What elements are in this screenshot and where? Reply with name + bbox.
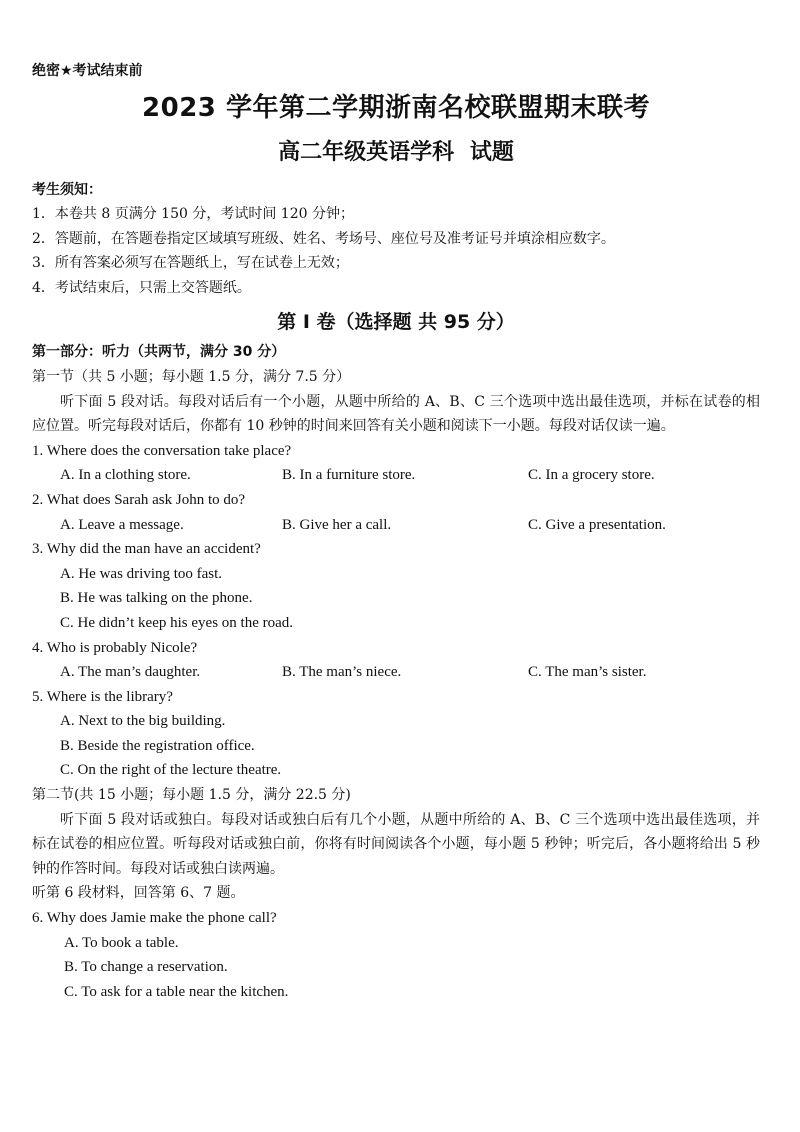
question-5-stem: 5. Where is the library? — [32, 688, 173, 705]
section1-title: 第一节（共 5 小题；每小题 1.5 分，满分 7.5 分） — [32, 368, 351, 385]
question-1-option-b: B. In a furniture store. — [282, 467, 416, 484]
question-3-stem: 3. Why did the man have an accident? — [32, 541, 261, 558]
question-1-option-c: C. In a grocery store. — [528, 467, 655, 484]
exam-main-title: 2023 学年第二学期浙南名校联盟期末联考 — [142, 93, 650, 123]
question-1-options — [32, 463, 760, 488]
question-2-options — [32, 513, 760, 538]
notice-item-2: 2．答题前，在答题卷指定区域填写班级、姓名、考场号、座位号及准考证号并填涂相应数字。 — [32, 230, 615, 247]
section1-instructions: 听下面 5 段对话。每段对话后有一个小题，从题中所给的 A、B、C 三个选项中选出最佳选项，并标在试卷的相应位置。听完每段对话后，你都有 10 秒钟的时间来回答有关小题和阅读下一小题。每段对话仅读一遍。 — [32, 393, 760, 435]
volume-title: 第 I 卷（选择题 共 95 分） — [277, 311, 515, 334]
question-1-option-a: A. In a clothing store. — [60, 467, 191, 484]
material-6-note: 听第 6 段材料，回答第 6、7 题。 — [32, 885, 245, 902]
question-6-stem: 6. Why does Jamie make the phone call? — [32, 910, 277, 927]
exam-subject-title: 高二年级英语学科 试题 — [278, 140, 514, 165]
question-4-option-b: B. The man’s niece. — [282, 664, 402, 681]
question-5-option-c: C. On the right of the lecture theatre. — [60, 762, 282, 779]
question-2-option-b: B. Give her a call. — [282, 516, 392, 533]
question-6-option-c: C. To ask for a table near the kitchen. — [64, 983, 289, 1000]
question-4-stem: 4. Who is probably Nicole? — [32, 639, 198, 656]
confidential-label: 绝密★考试结束前 — [32, 63, 143, 79]
question-2-option-c: C. Give a presentation. — [528, 516, 666, 533]
question-5-option-b: B. Beside the registration office. — [60, 737, 255, 754]
notice-item-1: 1．本卷共 8 页满分 150 分，考试时间 120 分钟； — [32, 206, 354, 222]
part1-title: 第一部分：听力（共两节，满分 30 分） — [32, 344, 286, 361]
question-4-option-c: C. The man’s sister. — [528, 664, 647, 681]
section2-title: 第二节(共 15 小题；每小题 1.5 分，满分 22.5 分) — [32, 787, 351, 804]
question-2-option-a: A. Leave a message. — [60, 516, 184, 533]
question-3-option-c: C. He didn’t keep his eyes on the road. — [60, 614, 294, 631]
question-6-option-b: B. To change a reservation. — [64, 959, 228, 976]
question-3-option-b: B. He was talking on the phone. — [60, 590, 253, 607]
section2-instructions: 听下面 5 段对话或独白。每段对话或独白后有几个小题，从题中所给的 A、B、C 三个选项中选出最佳选项，并标在试卷的相应位置。听每段对话或独白前，你将有时间阅读各个小题，每小题 5 秒钟；听完后，各小题将给出 5 秒钟的作答时间。每段对话或独白读两遍。 — [32, 811, 760, 877]
notice-item-4: 4．考试结束后，只需上交答题纸。 — [32, 279, 251, 296]
question-5-option-a: A. Next to the big building. — [60, 713, 226, 730]
question-6-option-a: A. To book a table. — [64, 934, 179, 951]
question-4-options — [32, 660, 760, 685]
notice-item-3: 3．所有答案必须写在答题纸上，写在试卷上无效； — [32, 255, 349, 272]
question-4-option-a: A. The man’s daughter. — [60, 664, 201, 681]
question-2-stem: 2. What does Sarah ask John to do? — [32, 491, 246, 508]
question-3-option-a: A. He was driving too fast. — [60, 565, 223, 582]
notice-title: 考生须知： — [32, 182, 102, 198]
question-1-stem: 1. Where does the conversation take place? — [32, 442, 292, 459]
